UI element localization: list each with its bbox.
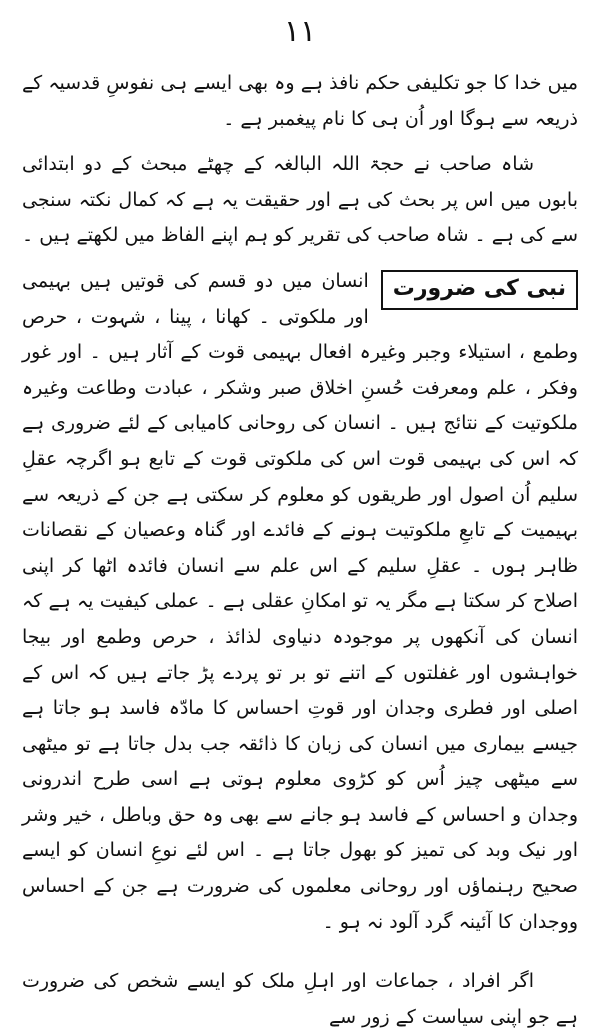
section-need-for-prophet xyxy=(22,264,578,940)
paragraph-intro: میں خدا کا جو تکلیفی حکم نافذ ہے وہ بھی ایسے ہی نفوسِ قدسیہ کے ذریعہ سے ہوگا اور اُن ہی کا نام پیغمبر ہے ۔ xyxy=(22,72,578,130)
paragraph-closing: اگر افراد ، جماعات اور اہلِ ملک کو ایسے شخص کی ضرورت ہے جو اپنی سیاست کے زور سے xyxy=(22,970,578,1028)
section-heading-box: نبی کی ضرورت xyxy=(381,270,578,310)
page-number: ١١ xyxy=(283,14,317,49)
paragraph-shah-sahib: شاہ صاحب نے حجۃ اللہ البالغہ کے چھٹے مبحث کے دو ابتدائی بابوں میں اس پر بحث کی ہے اور حقیقت یہ ہے کہ کمال نکتہ سنجی سے کی ہے ۔ شاہ صاحب کی تقریر کو ہم اپنے الفاظ میں لکھتے ہیں ۔ xyxy=(22,153,578,247)
body-text xyxy=(22,66,578,1035)
section-body-text: انسان میں دو قسم کی قوتیں ہیں بہیمی اور ملکوتی ۔ کھانا ، پینا ، شہوت ، حرص وطمع ، استیلاء وجبر وغیرہ افعال بہیمی قوت کے آثار ہیں ۔ اور غور وفکر ، علم ومعرفت حُسنِ اخلاق صبر وشکر ، عبادت وطاعت وغیرہ ملکوتیت کے نتائج ہیں ۔ انسان کی روحانی کامیابی کے لئے ضروری ہے کہ اس کی بہیمی قوت اس کی ملکوتی قوت کے تابع ہو اگرچہ عقلِ سلیم اُن اصول اور طریقوں کو معلوم کر سکتی ہے جن کے ذریعہ سے بہیمیت کے تابعِ ملکوتیت ہونے کے فائدے اور گناہ وعصیان کے نقصانات ظاہر ہوں ۔ عقلِ سلیم کے اس علم سے انسان فائدہ اٹھا کر اپنی اصلاح کر سکتا ہے مگر یہ تو امکانِ عقلی ہے ۔ عملی کیفیت یہ ہے کہ انسان کی آنکھوں پر موجودہ دنیاوی لذائذ ، حرص وطمع اور بیجا خواہشوں اور غفلتوں کے اتنے تو بر تو پردے پڑ جاتے ہیں کہ اس کے اصلی اور فطری وجدان اور قوتِ احساس کا مادّہ فاسد ہو جاتا ہے جیسے بیماری میں انسان کی زبان کا ذائقہ جب بدل جاتا ہے تو میٹھی سے میٹھی چیز اُس کو کڑوی معلوم ہوتی ہے اسی طرح اندرونی وجدان و احساس کے فاسد ہو جانے سے بھی وہ حق وباطل ، خیر وشر اور نیک وبد کی تمیز کو بھول جاتا ہے ۔ اس لئے نوعِ انسان کو ایسے صحیح رہنماؤں اور روحانی معلموں کی ضرورت ہے جن کے احساس ووجدان کا آئینہ گرد آلود نہ ہو ۔ xyxy=(22,269,578,933)
